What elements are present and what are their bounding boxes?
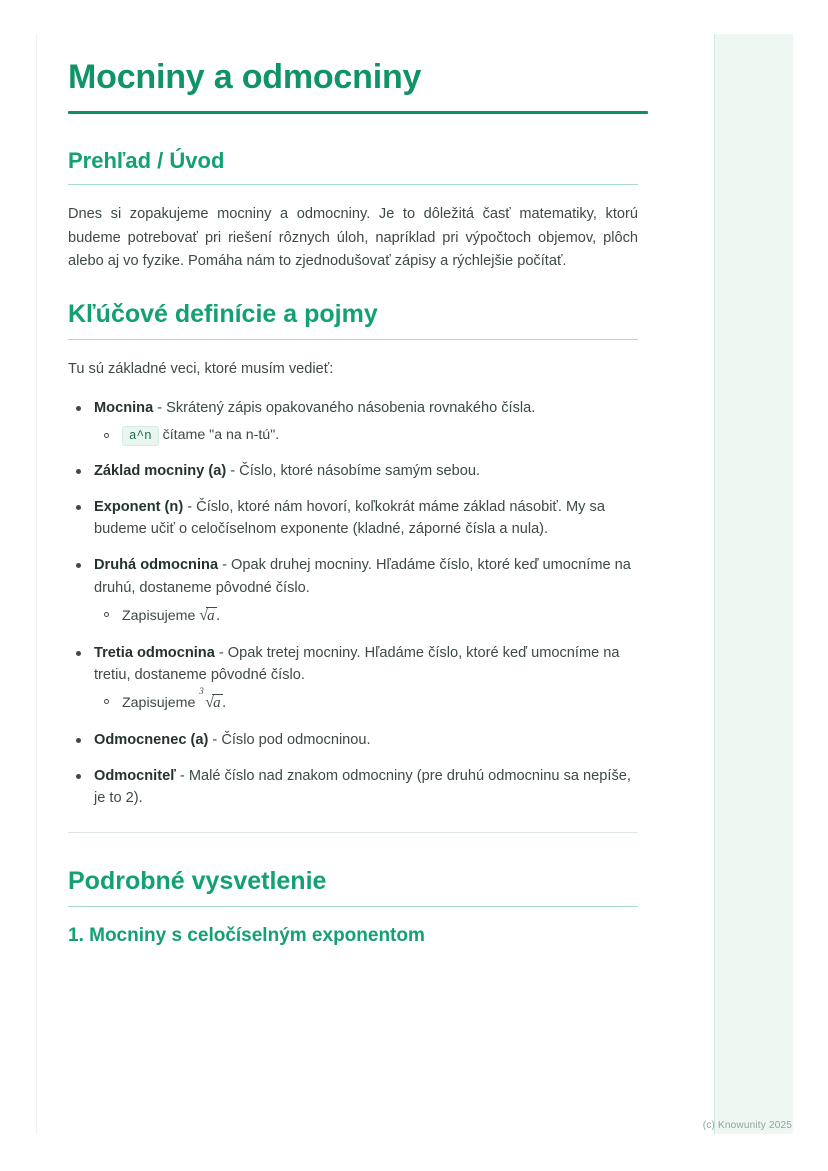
term-label: Exponent (n)	[94, 499, 184, 515]
list-item	[94, 686, 638, 715]
radicand: a	[207, 607, 215, 624]
term-label: Mocnina	[94, 400, 154, 417]
term-label: Základ mocniny (a)	[94, 462, 227, 479]
page-side-band	[714, 34, 793, 1134]
list-item	[68, 729, 638, 751]
definitions-list	[68, 397, 638, 809]
sub-list	[94, 425, 638, 446]
list-item	[68, 642, 638, 715]
list-item	[68, 460, 638, 482]
section-divider-definitions	[68, 339, 638, 340]
term-label: Odmocniteľ	[94, 768, 176, 785]
term-label: Tretia odmocnina	[94, 644, 215, 661]
term-description: - Číslo pod odmocninou.	[208, 732, 371, 749]
sub-list	[94, 686, 638, 715]
sub-list	[94, 604, 638, 628]
list-item	[68, 496, 638, 540]
sub-item-text: čítame "a na n-tú".	[162, 426, 280, 443]
list-item	[94, 604, 638, 628]
math-tail: .	[216, 607, 221, 624]
list-item	[68, 765, 638, 809]
term-description: - Opak druhej mocniny. Hľadáme číslo, ktoré keď umocníme na druhú, dostaneme pôvodné číslo.	[94, 557, 631, 596]
radical-index: 3	[199, 686, 204, 697]
term-description: - Číslo, ktoré nám hovorí, koľkokrát máme základ násobiť. My sa budeme učiť o celočíselnom exponente (kladné, záporné čísla a nula).	[94, 499, 605, 538]
list-item	[94, 425, 638, 446]
list-item	[68, 397, 638, 445]
section-divider-overview	[68, 184, 638, 185]
code-snippet: a^n	[122, 426, 159, 446]
radicand: a	[213, 695, 221, 712]
term-description: - Skrátený zápis opakovaného násobenia rovnakého čísla.	[153, 400, 536, 417]
section-heading-overview: Prehľad / Úvod	[68, 148, 225, 174]
term-description: - Opak tretej mocniny. Hľadáme číslo, ktoré keď umocníme na tretiu, dostaneme pôvodné číslo.	[94, 644, 620, 683]
section-heading-explanation: Podrobné vysvetlenie	[68, 866, 327, 895]
page-title: Mocniny a odmocniny	[68, 58, 422, 96]
math-tail: .	[222, 695, 227, 712]
sub-item-text: Zapisujeme	[122, 607, 196, 624]
cbrt-expression: 3 √a .	[199, 686, 227, 712]
document-content	[68, 58, 638, 947]
title-divider	[68, 111, 648, 114]
list-item	[68, 554, 638, 627]
overview-paragraph: Dnes si zopakujeme mocniny a odmocniny. Je to dôležitá časť matematiky, ktorú budeme potrebovať pri riešení rôznych úloh, napríklad pri výpočtoch objemov, plôch alebo aj vo fyzike. Pomáha nám to zjednodušovať zápisy a rýchlejšie počítať.	[68, 206, 638, 270]
term-label: Odmocnenec (a)	[94, 732, 209, 749]
term-description: - Číslo, ktoré násobíme samým sebou.	[226, 462, 481, 479]
section-heading-definitions: Kľúčové definície a pojmy	[68, 300, 378, 329]
copyright-footer: (c) Knowunity 2025	[702, 1120, 792, 1131]
subsection-heading-1: 1. Mocniny s celočíselným exponentom	[68, 924, 425, 946]
sub-item-text: Zapisujeme	[122, 695, 196, 712]
sqrt-expression: √a .	[199, 606, 221, 624]
section-divider-explanation	[68, 906, 638, 907]
term-description: - Malé číslo nad znakom odmocniny (pre druhú odmocninu sa nepíše, je to 2).	[94, 768, 631, 807]
content-divider	[68, 832, 638, 833]
term-label: Druhá odmocnina	[94, 557, 219, 574]
definitions-lead: Tu sú základné veci, ktoré musím vedieť:	[68, 361, 334, 378]
